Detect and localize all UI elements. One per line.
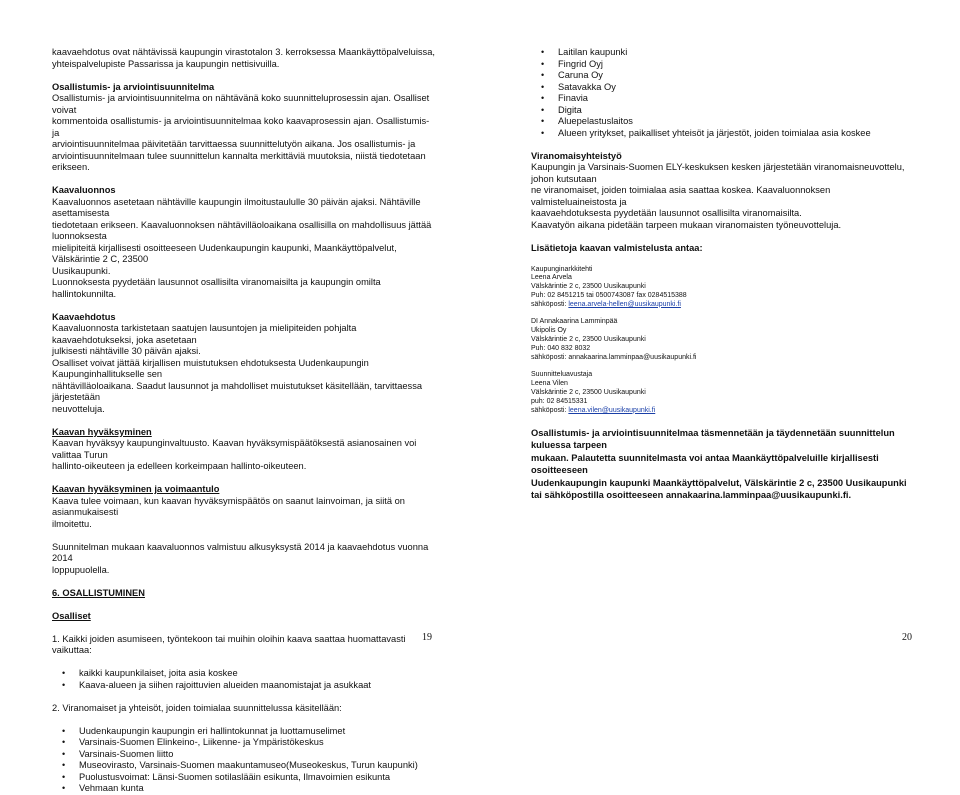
paragraph-line: Kaavan hyväksyy kaupunginvaltuusto. Kaavan hyväksymispäätöksestä asianosainen voi valittaa Turun <box>52 438 417 460</box>
paragraph-line: mielipiteitä kirjallisesti osoitteeseen Uudenkaupungin kaupunki, Maankäyttöpalvelut, Välskärintie 2 C, 23500 <box>52 242 397 264</box>
contact-phone: Puh: 02 8451215 tai 0500743087 fax 0284515388 <box>531 291 687 299</box>
paragraph-line: Suunnitelman mukaan kaavaluonnos valmistuu alkusyksystä 2014 ja kaavaehdotus vuonna 2014 <box>52 541 429 563</box>
contact-address: Välskärintie 2 c, 23500 Uusikaupunki <box>531 389 646 397</box>
numbered-item: 1. Kaikki joiden asumiseen, työntekoon tai muihin oloihin kaava saattaa huomattavasti vaikuttaa: <box>52 633 406 655</box>
intro-line: yhteispalvelupiste Passarissa ja kaupungin nettisivuilla. <box>52 58 280 69</box>
contact-block <box>531 266 911 310</box>
list-item: • Laitilan kaupunki <box>531 47 911 59</box>
paragraph-line: loppupuolella. <box>52 564 110 575</box>
contact-phone: puh: 02 84515331 <box>531 397 588 405</box>
contact-address: Välskärintie 2 c, 23500 Uusikaupunki <box>531 336 646 344</box>
closing-paragraph <box>531 427 911 502</box>
page-20 <box>480 0 960 674</box>
paragraph-line: tiedotetaan erikseen. Kaavaluonnoksen nähtävilläoloaikana osallisilla on mahdollisuus jättää luonnoksesta <box>52 219 432 241</box>
paragraph-line: arviointisuunnitelmaan tulee suunnittelun kannalta merkittäviä muutoksia, niistä tiedotetaan erikseen. <box>52 150 426 172</box>
email-link[interactable]: leena.vilen@uusikaupunki.fi <box>568 406 656 414</box>
contact-email-line <box>531 407 911 416</box>
section-heading-lisatietoja: Lisätietoja kaavan valmistelusta antaa: <box>531 242 703 253</box>
contact-block <box>531 318 911 362</box>
bullet-list <box>531 47 911 139</box>
page-19 <box>0 0 480 793</box>
contact-phone: Puh: 040 832 8032 <box>531 344 591 352</box>
section-heading-osallistuminen: 6. OSALLISTUMINEN <box>52 587 145 598</box>
bullet-list <box>52 726 437 795</box>
list-item: • Kaava-alueen ja siihen rajoittuvien alueiden maanomistajat ja asukkaat <box>52 680 437 692</box>
paragraph-line: tai sähköpostilla osoitteeseen annakaarina.lamminpaa@uusikaupunki.fi. <box>531 490 852 501</box>
list-item: • Digita <box>531 105 911 117</box>
contact-address: Välskärintie 2 c, 23500 Uusikaupunki <box>531 283 646 291</box>
list-item: • Varsinais-Suomen Elinkeino-, Liikenne- ja Ympäristökeskus <box>52 737 437 749</box>
paragraph-line: hallinto-oikeuteen ja edelleen korkeimpaan hallinto-oikeuteen. <box>52 461 307 471</box>
section-heading-viranomaisyhteistyo: Viranomaisyhteistyö <box>531 150 622 161</box>
contact-name: Ukipolis Oy <box>531 327 567 335</box>
paragraph-line: arviointisuunnitelmaa päivitetään tarvittaessa suunnittelutyön aikana. Jos osallistumis- ja <box>52 139 416 149</box>
list-item: • Fingrid Oyj <box>531 59 911 71</box>
list-item: • kaikki kaupunkilaiset, joita asia koskee <box>52 668 437 680</box>
list-item: • Varsinais-Suomen liitto <box>52 749 437 761</box>
paragraph-line: ne viranomaiset, joiden toimialaa asia saattaa koskea. Kaavaluonnoksen valmisteluaineistosta ja <box>531 185 831 207</box>
list-item: • Aluepelastuslaitos <box>531 116 911 128</box>
section-heading-hyvaksyminen: Kaavan hyväksyminen <box>52 426 152 437</box>
list-item: • Puolustusvoimat: Länsi-Suomen sotilaslääin esikunta, Ilmavoimien esikunta <box>52 772 437 784</box>
left-column <box>52 47 437 795</box>
intro-line: kaavaehdotus ovat nähtävissä kaupungin virastotalon 3. kerroksessa Maankäyttöpalveluissa, <box>52 47 435 57</box>
email-prefix: sähköposti: <box>531 300 569 308</box>
bullet-list <box>52 668 437 691</box>
section-heading-voimaantulo: Kaavan hyväksyminen ja voimaantulo <box>52 484 220 494</box>
list-item: • Uudenkaupungin kaupungin eri hallintokunnat ja luottamuselimet <box>52 726 437 738</box>
page-number: 19 <box>422 632 432 643</box>
list-item: • Satavakka Oy <box>531 82 911 94</box>
list-item: • Vehmaan kunta <box>52 783 437 795</box>
contact-name: Leena Arvela <box>531 274 572 282</box>
contact-role: Kaupunginarkkitehti <box>531 265 593 273</box>
paragraph-line: kommentoida osallistumis- ja arviointisuunnitelmaa koko kaavaprosessin ajan. Osallistumis- ja <box>52 116 430 138</box>
contact-email-line: sähköposti: annakaarina.lamminpaa@uusikaupunki.fi <box>531 353 697 361</box>
paragraph-line: Osallistumis- ja arviointisuunnitelmaa täsmennetään ja täydennetään suunnittelun kuluessa tarpeen <box>531 427 895 451</box>
section-heading-kaavaluonnos: Kaavaluonnos <box>52 185 116 195</box>
paragraph-line: Luonnoksesta pyydetään lausunnot osallisilta viranomaisilta ja kaupungin omilta hallintokunnilta. <box>52 277 381 299</box>
contact-role: DI Annakaarina Lamminpää <box>531 318 618 326</box>
list-item: • Museovirasto, Varsinais-Suomen maakuntamuseo(Museokeskus, Turun kaupunki) <box>52 760 437 772</box>
section-heading-osallistumis: Osallistumis- ja arviointisuunnitelma <box>52 81 215 92</box>
paragraph-line: nähtävilläoloaikana. Saadut lausunnot ja mahdolliset muistutukset käsitellään, tarvittaessa järjestetään <box>52 380 423 402</box>
paragraph-line: neuvotteluja. <box>52 403 105 414</box>
contact-name: Leena Vilen <box>531 380 568 388</box>
numbered-item: 2. Viranomaiset ja yhteisöt, joiden toimialaa suunnittelussa käsitellään: <box>52 702 342 713</box>
right-column <box>531 47 911 502</box>
paragraph-line: Osallistumis- ja arviointisuunnitelma on nähtävänä koko suunnitteluprosessin ajan. Osalliset voivat <box>52 93 430 115</box>
page-number: 20 <box>902 632 912 643</box>
section-heading-kaavaehdotus: Kaavaehdotus <box>52 311 116 322</box>
contact-block <box>531 371 911 415</box>
email-prefix: sähköposti: <box>531 406 569 414</box>
paragraph-line: kaavaehdotuksesta pyydetään lausunnot osallisilta viranomaisilta. <box>531 208 802 218</box>
paragraph-line: Kaavatyön aikana pidetään tarpeen mukaan viranomaisten työneuvotteluja. <box>531 219 842 230</box>
paragraph-line: ilmoitettu. <box>52 518 92 529</box>
list-item: • Caruna Oy <box>531 70 911 82</box>
paragraph-line: mukaan. Palautetta suunnitelmasta voi antaa Maankäyttöpalveluille kirjallisesti osoitteeseen <box>531 452 879 476</box>
contact-email-line <box>531 301 911 310</box>
contact-role: Suunnitteluavustaja <box>531 371 593 379</box>
paragraph-line: Uusikaupunki. <box>52 265 111 276</box>
section-heading-osalliset: Osalliset <box>52 610 91 621</box>
email-link[interactable]: leena.arvela-hellen@uusikaupunki.fi <box>568 300 681 308</box>
paragraph-line: Uudenkaupungin kaupunki Maankäyttöpalvelut, Välskärintie 2 c, 23500 Uusikaupunki <box>531 477 907 488</box>
list-item: • Alueen yritykset, paikalliset yhteisöt ja järjestöt, joiden toimialaa asia koskee <box>531 128 911 140</box>
paragraph-line: julkisesti nähtäville 30 päivän ajaksi. <box>52 346 201 356</box>
paragraph-line: Kaava tulee voimaan, kun kaavan hyväksymispäätös on saanut lainvoiman, ja siitä on asianmukaisesti <box>52 495 405 517</box>
paragraph-line: Kaavaluonnos asetetaan nähtäville kaupungin ilmoitustaululle 30 päivän ajaksi. Nähtäville asettamisesta <box>52 196 421 218</box>
paragraph-line: Kaupungin ja Varsinais-Suomen ELY-keskuksen kesken järjestetään viranomaisneuvottelu, johon kutsutaan <box>531 162 905 184</box>
paragraph-line: Osalliset voivat jättää kirjallisen muistutuksen ehdotuksesta Uudenkaupungin Kaupunginhallitukselle sen <box>52 357 369 379</box>
paragraph-line: Kaavaluonnosta tarkistetaan saatujen lausuntojen ja mielipiteiden pohjalta kaavaehdotukseksi, joka asetetaan <box>52 323 357 345</box>
list-item: • Finavia <box>531 93 911 105</box>
